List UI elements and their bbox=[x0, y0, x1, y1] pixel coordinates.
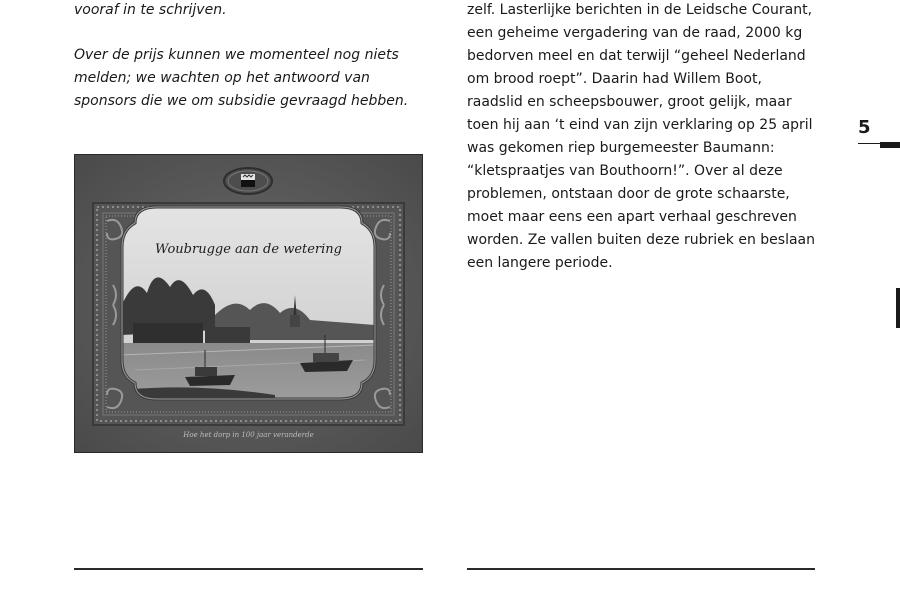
page-edge-marker bbox=[896, 288, 900, 328]
page-edge-tab bbox=[880, 142, 900, 148]
right-footer-rule bbox=[467, 568, 815, 570]
page-number-rule bbox=[858, 143, 880, 144]
coat-of-arms-icon bbox=[241, 174, 255, 187]
page-number: 5 bbox=[858, 117, 871, 138]
left-paragraph-1: vooraf in te schrijven. bbox=[74, 2, 227, 18]
cover-title: Woubrugge aan de wetering bbox=[154, 242, 342, 257]
book-cover-image bbox=[74, 154, 423, 453]
right-column bbox=[467, 0, 819, 275]
right-paragraph: zelf. Lasterlijke berichten in de Leidsche Courant, een geheime vergadering van de raad, 2000 kg bedorven meel en dat terwijl “geheel Nederland om brood roept”. Daarin had Willem Boot, raadslid en scheepsbouwer, groot gelijk, maar toen hij aan ‘t eind van zijn verklaring op 25 april was gekomen riep burgemeester Baumann: “kletspraatjes van Bouthoorn!”. Over al deze problemen, ontstaan door de grote schaarste, moet maar eens een apart verhaal geschreven worden. Ze vallen buiten deze rubriek en beslaan een langere periode. bbox=[467, 2, 816, 271]
cover-subtitle: Hoe het dorp in 100 jaar veranderde bbox=[183, 431, 314, 439]
book-cover-artwork bbox=[75, 155, 422, 452]
left-paragraph-2: Over de prijs kunnen we momenteel nog niets melden; we wachten op het antwoord van sponsors die we om subsidie gevraagd hebben. bbox=[74, 47, 409, 109]
left-footer-rule bbox=[74, 568, 423, 570]
